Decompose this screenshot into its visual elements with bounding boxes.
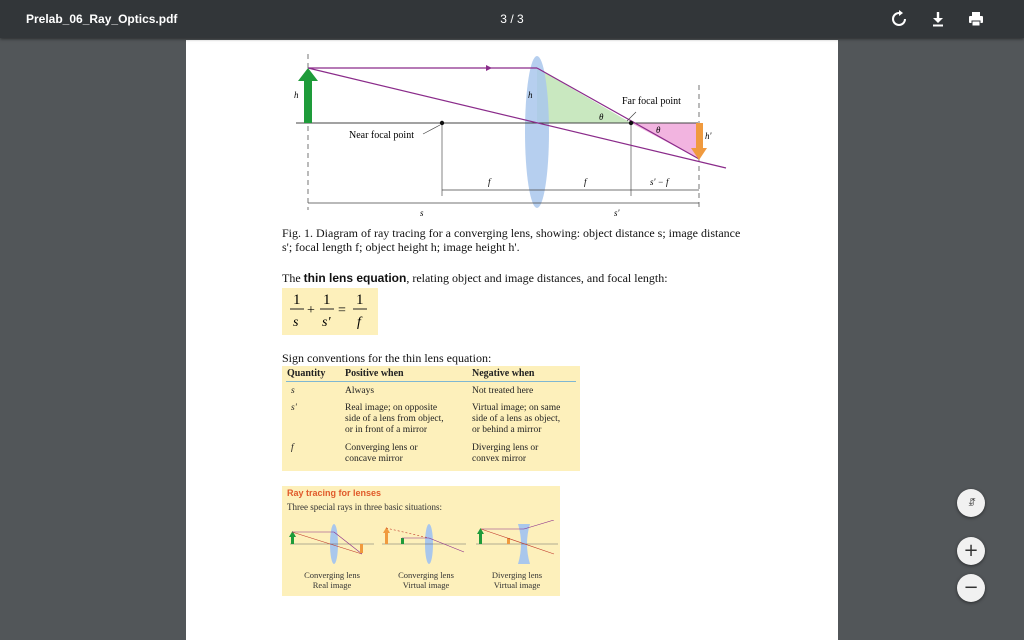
ray-tracing-subtitle: Three special rays in three basic situations: — [287, 502, 442, 512]
svg-text:1: 1 — [356, 292, 364, 308]
page-total: 3 — [517, 12, 524, 26]
svg-text:1: 1 — [293, 292, 301, 308]
row-f-positive: Converging lens or concave mirror — [345, 443, 418, 464]
label-h-prime: h' — [705, 131, 712, 141]
print-icon[interactable] — [967, 10, 985, 28]
svg-text:=: = — [338, 303, 346, 318]
rotate-icon[interactable] — [890, 10, 908, 28]
label-s-prime: s' — [614, 208, 620, 218]
header-positive: Positive when — [345, 368, 404, 379]
ray-diagram — [186, 40, 838, 220]
near-focal-point-dot — [440, 121, 444, 125]
page-current[interactable]: 3 — [500, 12, 507, 26]
thumb-converging-real — [289, 524, 374, 564]
document-title: Prelab_06_Ray_Optics.pdf — [26, 12, 178, 26]
label-theta-1: θ — [599, 112, 604, 122]
row-s-quantity: s — [291, 386, 295, 396]
fit-to-page-button[interactable]: ⤓⤒ — [957, 489, 985, 517]
row-sprime-negative: Virtual image; on same side of a lens as object, or behind a mirror — [472, 403, 561, 435]
image-arrow — [696, 123, 703, 150]
figure-caption: Fig. 1. Diagram of ray tracing for a converging lens, showing: object distance s; image distance s'; focal length f; object height h; image height h'. — [282, 226, 741, 254]
pdf-page — [186, 40, 838, 640]
thumb-converging-virtual — [382, 524, 466, 564]
svg-text:f: f — [357, 315, 361, 330]
label-f2: f — [584, 177, 587, 187]
sign-conventions-title: Sign conventions for the thin lens equation: — [282, 351, 492, 365]
row-s-positive: Always — [345, 386, 375, 396]
svg-text:s: s — [293, 315, 299, 330]
label-f1: f — [488, 177, 491, 187]
zoom-out-button[interactable]: − — [957, 574, 985, 602]
label-near-focal: Near focal point — [349, 130, 414, 141]
thin-lens-term: thin lens equation — [303, 271, 407, 285]
label-h-lens: h — [528, 90, 533, 100]
row-sprime-positive: Real image; on opposite side of a lens from object, or in front of a mirror — [345, 403, 444, 435]
caption-converging-real: Converging lens Real image — [304, 570, 360, 590]
zoom-in-button[interactable]: + — [957, 537, 985, 565]
header-quantity: Quantity — [287, 368, 326, 379]
label-far-focal: Far focal point — [622, 96, 681, 107]
svg-text:s': s' — [322, 315, 331, 330]
row-f-negative: Diverging lens or convex mirror — [472, 443, 539, 464]
header-negative: Negative when — [472, 368, 535, 379]
svg-text:+: + — [307, 303, 315, 318]
download-icon[interactable] — [929, 10, 947, 28]
page-indicator — [0, 12, 1024, 26]
caption-diverging-virtual: Diverging lens Virtual image — [491, 570, 543, 590]
converging-lens — [525, 56, 549, 208]
row-f-quantity: f — [291, 443, 294, 453]
central-ray — [308, 68, 726, 168]
page-separator: / — [510, 12, 514, 26]
object-arrow — [304, 80, 312, 123]
row-s-negative: Not treated here — [472, 386, 534, 396]
ray-thumbnails — [282, 520, 560, 570]
label-theta-2: θ — [656, 125, 661, 135]
ray-tracing-title: Ray tracing for lenses — [287, 488, 382, 498]
pdf-toolbar — [0, 0, 1024, 38]
thin-lens-equation — [282, 288, 378, 335]
label-h: h — [294, 90, 299, 100]
thumb-diverging-virtual — [476, 520, 558, 564]
caption-converging-virtual: Converging lens Virtual image — [398, 570, 454, 590]
ray-tracing-box — [282, 486, 560, 596]
label-s: s — [420, 208, 424, 218]
label-s-minus-f: s' − f — [650, 177, 669, 187]
far-focal-point-dot — [629, 121, 633, 125]
svg-text:1: 1 — [323, 292, 331, 308]
row-sprime-quantity: s' — [291, 403, 297, 413]
thin-lens-intro: The thin lens equation, relating object and image distances, and focal length: — [282, 271, 668, 285]
sign-conventions-table — [282, 366, 580, 471]
